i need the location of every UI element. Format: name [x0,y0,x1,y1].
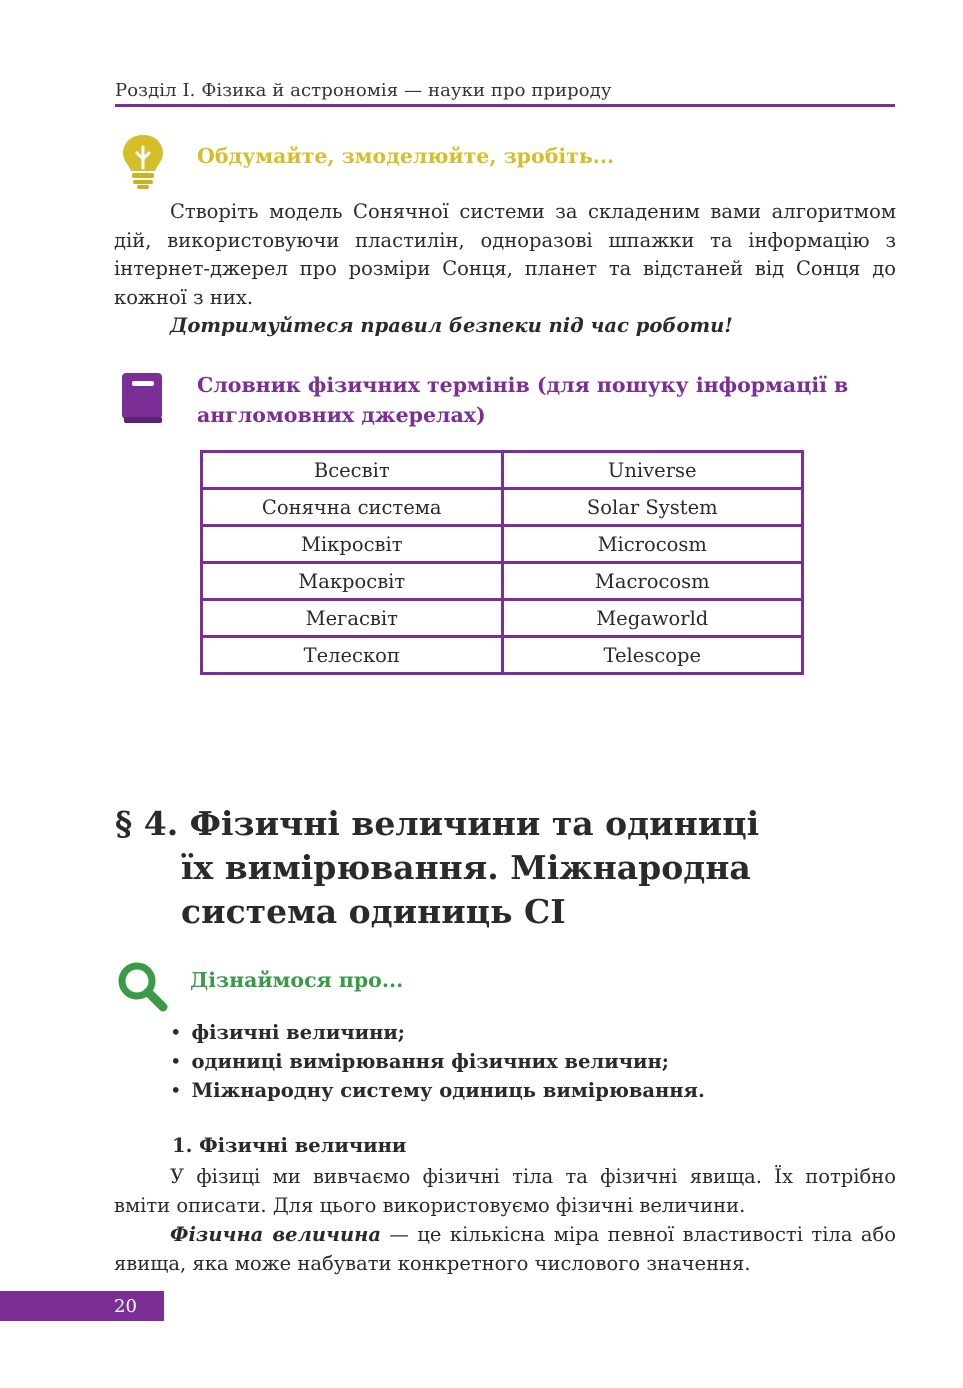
term-english-cell: Megaworld [502,600,803,637]
book-icon [122,373,164,425]
lightbulb-icon [118,133,168,189]
page-number: 20 [114,1296,137,1317]
subsection-heading: 1. Фізичні величини [172,1134,407,1157]
list-item: • фізичні величини; [170,1018,705,1047]
terms-table [200,450,804,675]
term-ukrainian-cell: Мікросвіт [202,526,503,563]
section-title [115,802,815,934]
magnifier-icon [116,960,168,1012]
table-row [202,563,803,600]
table-row [202,600,803,637]
section-title-line-2: їх вимірювання. Міжнародна [181,848,751,887]
term-ukrainian-cell: Всесвіт [202,452,503,489]
learn-list [170,1018,705,1105]
definition-text: — це кількісна міра певної властивості тіла або явища, яка може набувати конкретного числового значення. [114,1223,896,1275]
table-row [202,526,803,563]
term-english-cell: Telescope [502,637,803,674]
term-ukrainian-cell: Сонячна система [202,489,503,526]
list-item: • Міжнародну систему одиниць вимірювання. [170,1076,705,1105]
page-number-bar [0,1291,164,1321]
header-rule [115,104,895,107]
running-head: Розділ I. Фізика й астрономія — науки про природу [115,80,612,101]
term-english-cell: Macrocosm [502,563,803,600]
list-item: • одиниці вимірювання фізичних величин; [170,1047,705,1076]
defined-term: Фізична величина [170,1223,381,1246]
learn-block-title: Дізнаймося про... [190,968,404,992]
term-ukrainian-cell: Макросвіт [202,563,503,600]
section-title-line-1: § 4. Фізичні величини та одиниці [115,804,760,843]
section-title-line-3: система одиниць СІ [181,892,566,931]
table-row [202,489,803,526]
term-ukrainian-cell: Мегасвіт [202,600,503,637]
think-block-text: Створіть модель Сонячної системи за складеним вами алгоритмом дій, використовуючи пластилін, одноразові шпажки та інформацію з інтернет-джерел про розміри Сонця, планет та відстаней від Сонця до кожної з них. [114,200,896,309]
table-row [202,637,803,674]
definition-paragraph [114,1221,896,1278]
term-english-cell: Solar System [502,489,803,526]
dictionary-title: Словник фізичних термінів (для пошуку інформації в англомовних джерелах) [197,373,849,427]
think-block-title: Обдумайте, змоделюйте, зробіть... [197,144,615,168]
table-row [202,452,803,489]
term-english-cell: Microcosm [502,526,803,563]
safety-warning: Дотримуйтеся правил безпеки під час роботи! [170,314,733,337]
subsection-paragraph: У фізиці ми вивчаємо фізичні тіла та фізичні явища. Їх потрібно вміти описати. Для цього використовуємо фізичні величини. [114,1165,896,1217]
term-ukrainian-cell: Телескоп [202,637,503,674]
term-english-cell: Universe [502,452,803,489]
